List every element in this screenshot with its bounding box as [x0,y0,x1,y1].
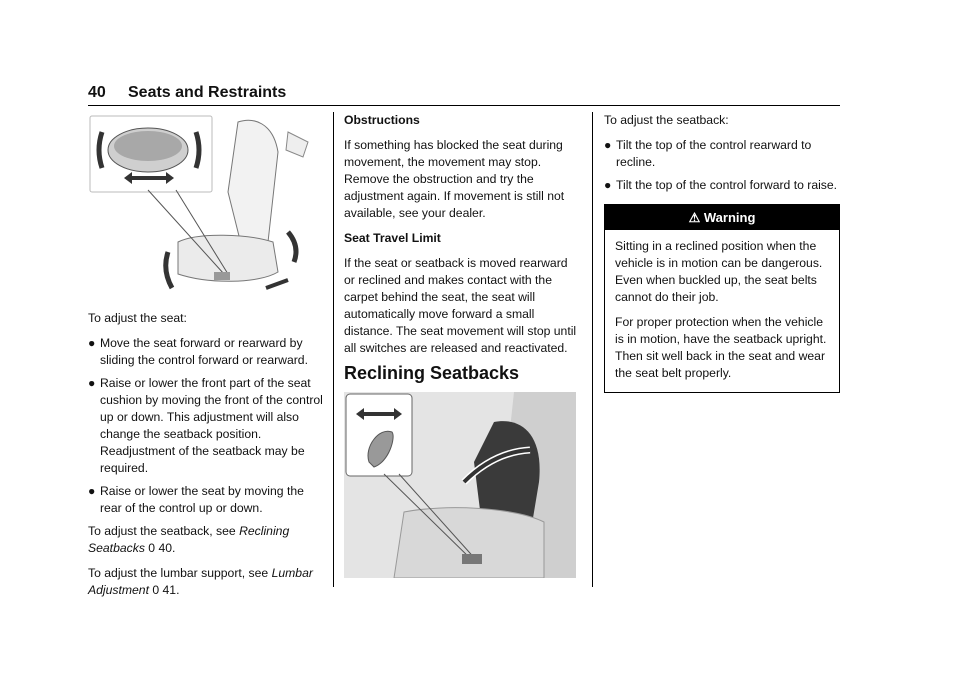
warning-title: Warning [703,210,756,225]
obstructions-text: If something has blocked the seat during movement, the movement may stop. Remove the obstruction and try the adjustment again. If movement is still not available, see your dealer. [344,138,565,220]
bullet-icon: ● [88,336,96,350]
list-item [604,137,840,171]
bullet-text: Tilt the top of the control forward to raise. [616,178,838,192]
column-divider [592,112,593,587]
seat-control-illustration [88,112,320,298]
column-1 [88,112,324,607]
warning-paragraph: Sitting in a reclined position when the vehicle is in motion can be dangerous. Even when buckled up, the seat belts cannot do their job. [615,239,823,304]
obstructions-heading: Obstructions [344,113,420,127]
seatback-reference: To adjust the seatback, see Reclining Seatbacks 0 40. [88,524,290,555]
warning-body [605,230,839,392]
bullet-text: Move the seat forward or rearward by sliding the control forward or rearward. [100,336,308,367]
list-item [604,177,840,194]
warning-icon: ⚠ [688,210,701,225]
adjust-seatback-intro: To adjust the seatback: [604,113,729,127]
header-rule [88,105,840,106]
list-item [88,483,324,517]
page-header [88,84,840,106]
page-number: 40 [88,84,106,101]
seat-travel-text: If the seat or seatback is moved rearward or reclined and makes contact with the carpet behind the seat, the seat will automatically move forward a small distance. The seat movement will stop until all switches are released and reactivated. [344,256,577,355]
seat-travel-heading: Seat Travel Limit [344,231,441,245]
lumbar-reference: To adjust the lumbar support, see Lumbar Adjustment 0 41. [88,566,313,597]
bullet-text: Raise or lower the seat by moving the rear of the control up or down. [100,484,304,515]
bullet-icon: ● [88,484,96,498]
reclining-seatbacks-heading: Reclining Seatbacks [344,363,520,383]
list-item [88,375,324,477]
bullet-icon: ● [604,138,612,152]
bullet-icon: ● [604,178,612,192]
column-3 [604,112,840,393]
section-title: Seats and Restraints [128,84,287,101]
warning-paragraph: For proper protection when the vehicle is in motion, have the seatback upright. Then sit well back in the seat and wear the seat belt properly. [615,315,827,380]
bullet-icon: ● [88,376,96,390]
warning-header [605,205,839,230]
reclining-seatbacks-link[interactable]: Reclining Seatbacks [88,524,290,555]
reclining-control-illustration [344,392,576,578]
lumbar-adjustment-link[interactable]: Lumbar Adjustment [88,566,313,597]
list-item [88,335,324,369]
bullet-text: Tilt the top of the control rearward to recline. [616,138,812,169]
bullet-text: Raise or lower the front part of the seat cushion by moving the front of the control up or down. This adjustment will also change the seatback position. Readjustment of the seatback may be required. [100,376,323,475]
warning-box [604,204,840,393]
adjust-seat-intro: To adjust the seat: [88,311,187,325]
recline-illustration-svg [344,392,576,578]
column-2 [344,112,580,578]
seat-illustration-svg [88,112,320,298]
column-divider [333,112,334,587]
